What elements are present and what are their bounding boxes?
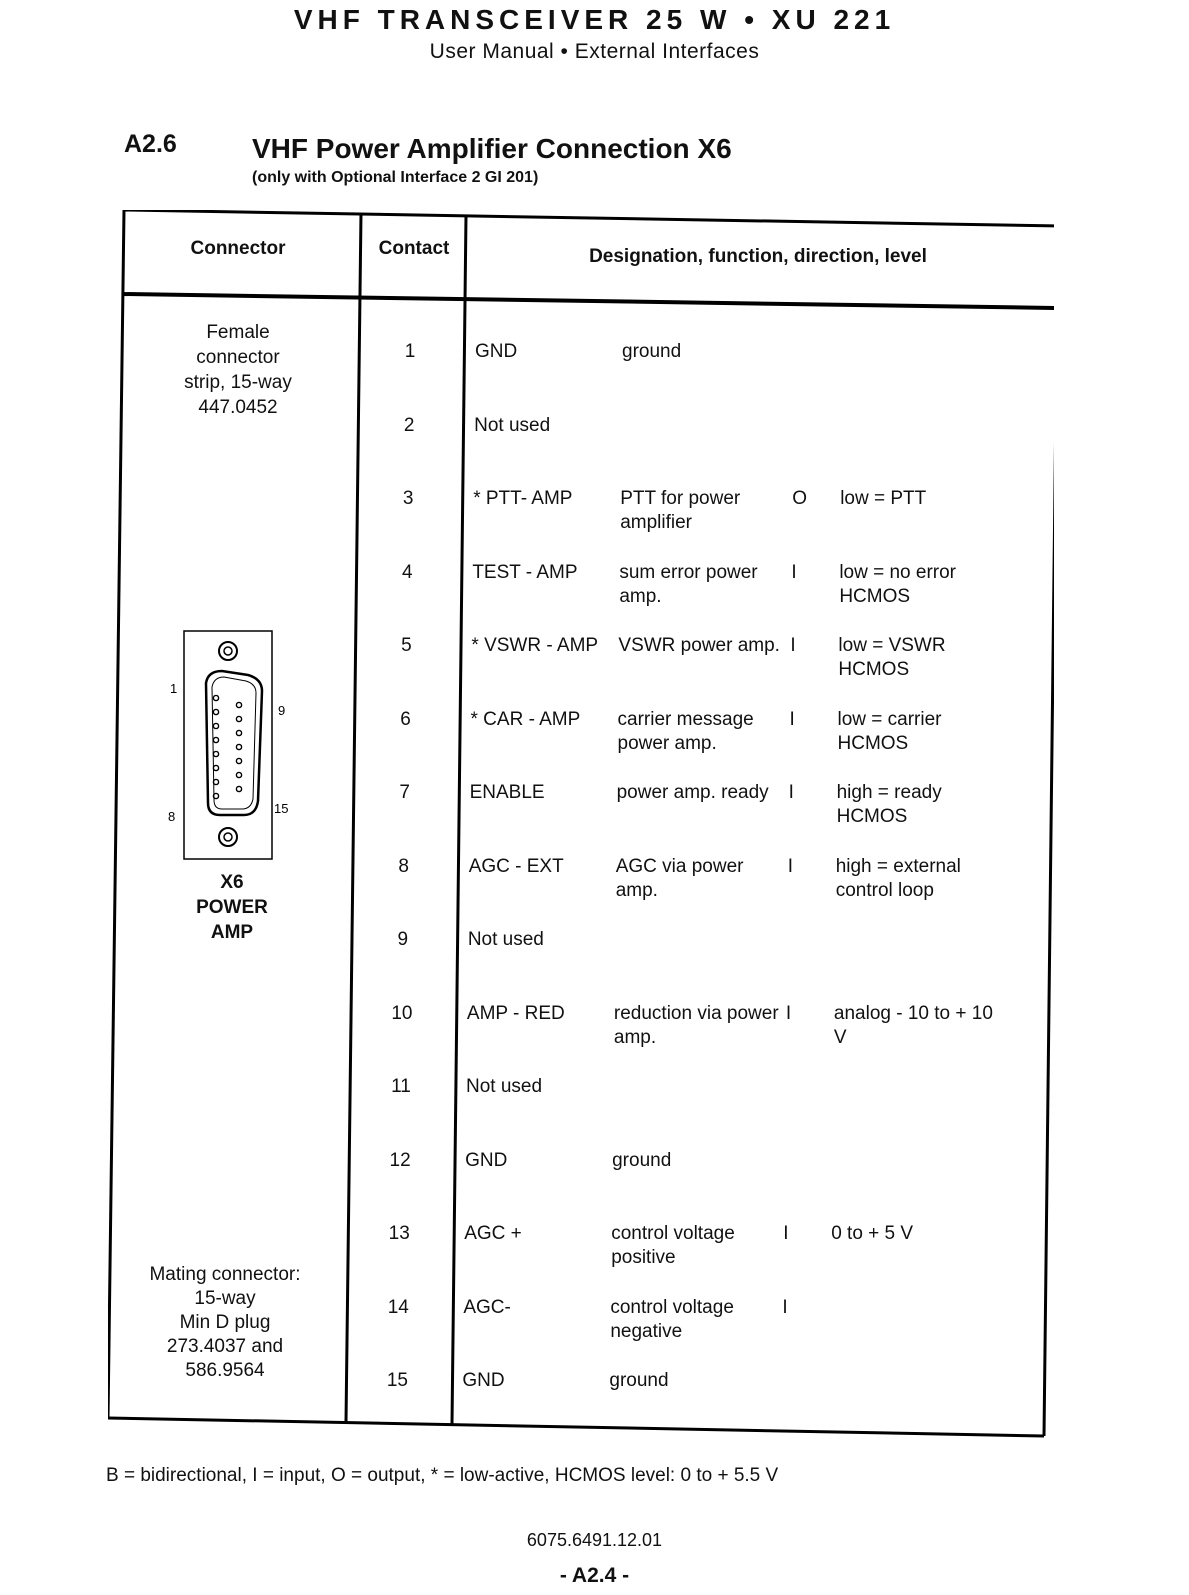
connector-label-line: X6 xyxy=(220,872,244,893)
section-title: VHF Power Amplifier Connection X6 xyxy=(252,133,732,164)
connector-desc-line: strip, 15-way xyxy=(184,372,292,393)
mating-line: Mating connector: xyxy=(149,1264,301,1285)
contact-number: 2 xyxy=(403,414,415,436)
contact-number: 11 xyxy=(391,1076,411,1097)
signal-name: * VSWR - AMP xyxy=(471,635,599,656)
signal-direction: I xyxy=(782,1296,788,1318)
signal-name: GND xyxy=(475,341,518,362)
contact-number: 3 xyxy=(402,488,414,509)
mating-line: Min D plug xyxy=(179,1312,271,1333)
signal-name: * PTT- AMP xyxy=(473,488,573,509)
table-top-border xyxy=(124,210,1054,226)
signal-function: PTT for power amplifier xyxy=(620,488,741,533)
signal-direction: I xyxy=(783,1223,789,1244)
signal-name: AGC- xyxy=(463,1296,511,1318)
signal-function: ground xyxy=(622,341,682,362)
column-separator-1 xyxy=(346,213,361,1422)
mating-line: 15-way xyxy=(194,1288,256,1309)
connector-label-line: POWER xyxy=(196,897,268,918)
signal-level: low = carrier HCMOS xyxy=(837,708,942,754)
signal-direction: O xyxy=(792,488,807,509)
signal-direction: I xyxy=(790,635,796,656)
section-note: (only with Optional Interface 2 GI 201) xyxy=(252,169,539,186)
contact-number: 14 xyxy=(387,1296,409,1318)
document-title: VHF TRANSCEIVER 25 W • XU 221 xyxy=(293,4,896,35)
pin-label-8: 8 xyxy=(168,809,176,824)
signal-function: reduction via power amp. xyxy=(613,1002,779,1048)
connector-desc-line: connector xyxy=(196,347,280,368)
connector-label-line: AMP xyxy=(210,922,254,943)
pinout-table xyxy=(108,210,1054,1460)
connector-desc-line: 447.0452 xyxy=(198,397,278,418)
signal-level: low = VSWR HCMOS xyxy=(838,635,946,680)
contact-number: 4 xyxy=(402,561,413,583)
contact-number: 8 xyxy=(398,855,409,877)
signal-function: sum error power amp. xyxy=(619,561,758,607)
signal-level: 0 to + 5 V xyxy=(831,1223,914,1244)
signal-function: power amp. ready xyxy=(616,782,769,803)
signal-level: low = no error HCMOS xyxy=(839,561,957,607)
document-subtitle: User Manual • External Interfaces xyxy=(429,40,760,63)
pin-label-1: 1 xyxy=(170,681,178,696)
contact-number: 7 xyxy=(399,782,410,803)
signal-direction: I xyxy=(789,708,795,730)
signal-direction: I xyxy=(791,561,797,583)
contact-number: 12 xyxy=(389,1149,411,1171)
header-designation: Designation, function, direction, level xyxy=(589,246,927,267)
contact-number: 15 xyxy=(386,1370,408,1391)
connector-desc-line: Female xyxy=(206,322,270,343)
mating-connector xyxy=(120,1263,330,1383)
signal-level: high = external control loop xyxy=(835,855,961,901)
section-number: A2.6 xyxy=(124,130,177,158)
header-rule xyxy=(123,294,1054,308)
signal-name: Not used xyxy=(474,414,551,436)
connector-description xyxy=(148,320,328,420)
document-number: 6075.6491.12.01 xyxy=(526,1530,663,1550)
dsub-connector-diagram xyxy=(166,625,296,865)
header-contact: Contact xyxy=(378,238,450,259)
page-number: - A2.4 - xyxy=(559,1564,630,1587)
contact-number: 5 xyxy=(401,635,412,656)
signal-name: AMP - RED xyxy=(466,1002,565,1024)
signal-name: AGC - EXT xyxy=(468,855,564,877)
table-left-border xyxy=(108,210,124,1418)
signal-direction: I xyxy=(788,782,794,803)
contact-number: 1 xyxy=(404,341,416,362)
signal-name: AGC + xyxy=(464,1223,522,1244)
signal-name: * CAR - AMP xyxy=(470,708,581,730)
signal-function: AGC via power amp. xyxy=(615,855,744,901)
signal-function: ground xyxy=(612,1149,672,1171)
signal-function: VSWR power amp. xyxy=(618,635,780,656)
signal-level: low = PTT xyxy=(840,488,927,509)
signal-name: GND xyxy=(462,1370,505,1391)
signal-direction: I xyxy=(787,855,793,877)
contact-number: 13 xyxy=(388,1223,410,1244)
signal-name: ENABLE xyxy=(469,782,545,803)
table-right-border xyxy=(1044,226,1054,1436)
pin-label-9: 9 xyxy=(278,703,286,718)
mating-line: 586.9564 xyxy=(185,1360,265,1381)
legend: B = bidirectional, I = input, O = output, * = low-active, HCMOS level: 0 to + 5.5 V xyxy=(106,1465,779,1486)
header-connector: Connector xyxy=(190,238,286,259)
signal-name: TEST - AMP xyxy=(472,561,578,583)
mating-line: 273.4037 and xyxy=(166,1336,284,1357)
signal-function: ground xyxy=(609,1370,669,1391)
dsub-connector-icon xyxy=(166,625,296,865)
contact-number: 9 xyxy=(397,929,409,950)
signal-name: Not used xyxy=(466,1076,543,1097)
connector-label xyxy=(172,870,292,945)
signal-level: high = ready HCMOS xyxy=(836,782,942,827)
table-bottom-border xyxy=(108,1418,1044,1436)
signal-level: analog - 10 to + 10 V xyxy=(833,1002,993,1048)
signal-function: control voltage negative xyxy=(610,1296,734,1342)
signal-direction: I xyxy=(785,1002,792,1024)
signal-name: Not used xyxy=(467,929,544,950)
signal-name: GND xyxy=(465,1149,508,1171)
signal-function: control voltage positive xyxy=(611,1223,735,1268)
contact-number: 6 xyxy=(400,708,411,730)
pin-label-15: 15 xyxy=(274,801,289,816)
signal-function: carrier message power amp. xyxy=(617,708,754,754)
contact-number: 10 xyxy=(391,1002,413,1024)
